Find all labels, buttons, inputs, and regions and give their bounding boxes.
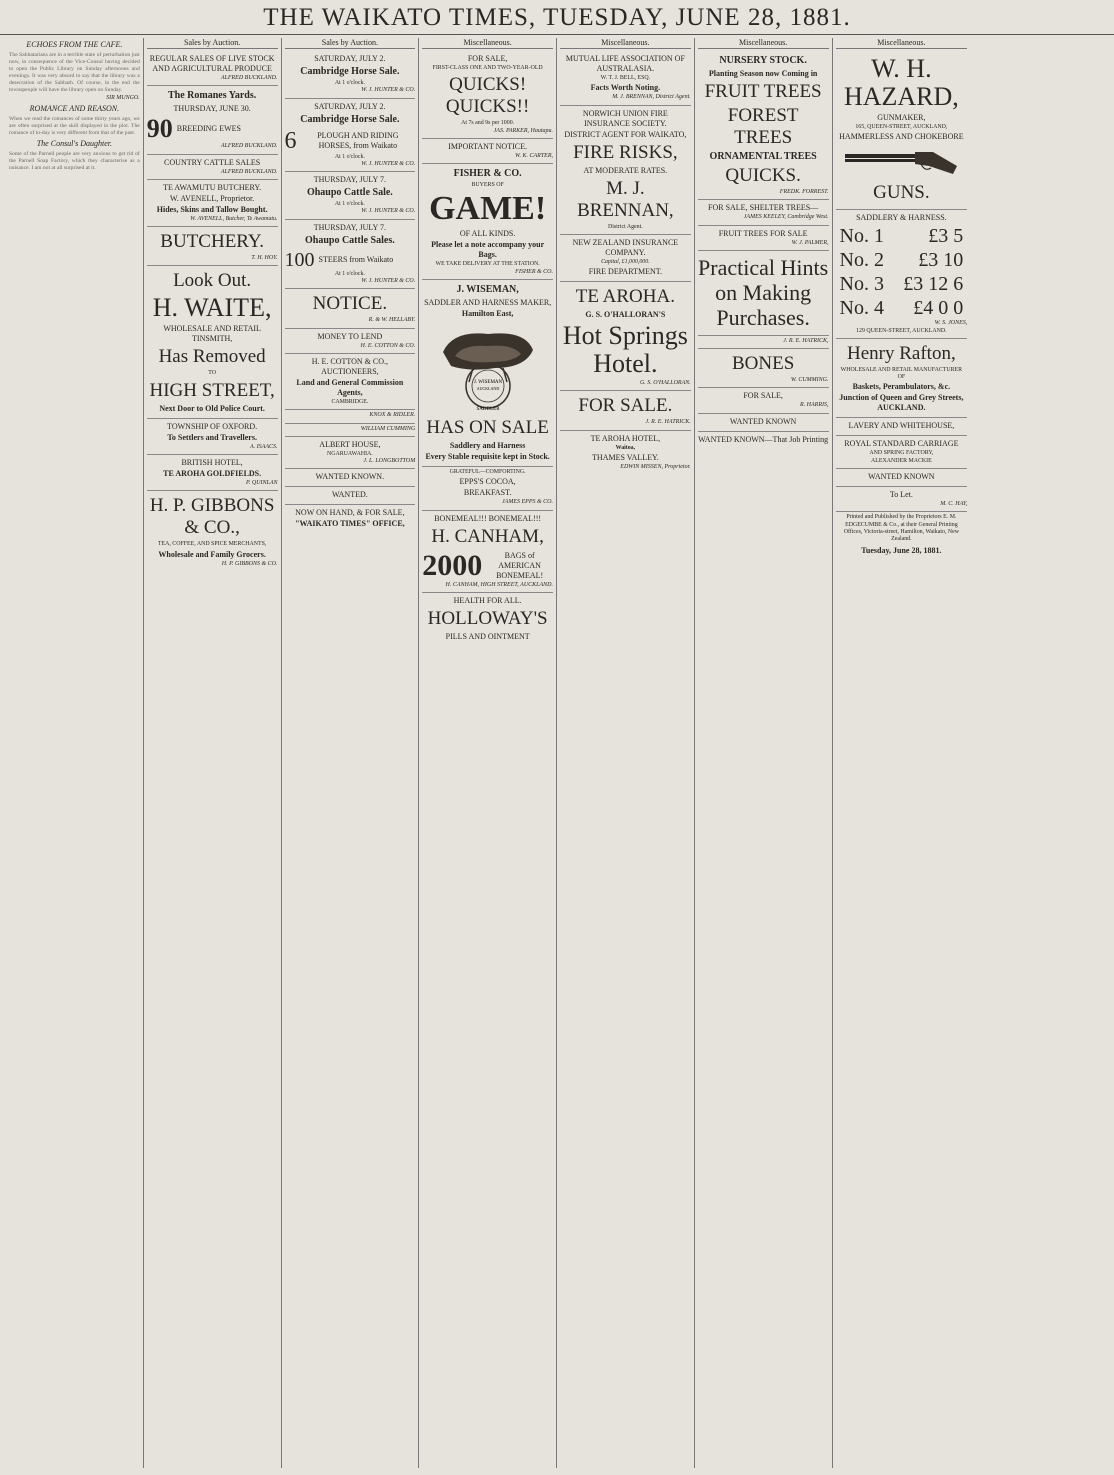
ad-title: The Romanes Yards. (168, 90, 257, 102)
ad-place: Hamilton East, (461, 309, 514, 319)
ad-title: Cambridge Horse Sale. (300, 66, 400, 77)
ad-agent: W. T. J. BELL, ESQ. (600, 75, 651, 81)
ad-signature: W. CUMMING. (790, 377, 829, 384)
ad-items: Baskets, Perambulators, &c. (852, 382, 951, 392)
ad-title: Ohaupo Cattle Sales. (305, 234, 395, 246)
ad-subtitle: TE AROHA GOLDFIELDS. (163, 469, 262, 479)
ad-signature: JAMES EPPS & CO. (502, 499, 553, 506)
ad-of: OF (897, 374, 906, 381)
ad-title: WANTED KNOWN. (315, 472, 385, 482)
ad-saddlery-harness (836, 210, 968, 339)
ad-signature: R. & W. HELLABY. (368, 317, 416, 324)
ad-shelter-trees (698, 200, 829, 225)
column-3 (282, 38, 420, 1468)
ad-street: HIGH STREET, (149, 379, 275, 401)
ad-cumming (285, 424, 416, 437)
ad-signature: A. ISAACS. (250, 443, 278, 450)
ad-subtitle-2: Wholesale and Family Grocers. (158, 549, 266, 559)
ad-title: MONEY TO LEND (317, 331, 383, 341)
saddle-text-trade: SADDLER (476, 407, 500, 413)
price-row (836, 296, 968, 320)
price-row (836, 224, 968, 248)
ad-note: Please let a note accompany your Bags. (431, 240, 545, 260)
ad-lookout: Look Out. (173, 270, 252, 292)
column-2-header: Sales by Auction. (147, 38, 278, 49)
ad-hotel: Hot Springs Hotel. (562, 321, 688, 379)
columns (6, 38, 1108, 1468)
ad-title: H. P. GIBBONS & CO., (149, 495, 275, 539)
ad-date: THURSDAY, JUNE 30. (173, 104, 251, 114)
ad-title: To Let. (889, 490, 913, 500)
ad-butchery (147, 227, 278, 266)
ad-subtitle-2: THAMES VALLEY. (592, 453, 659, 463)
ad-price: At 7s and 9s per 1000. (461, 120, 515, 127)
ad-signature: W. J. HUNTER & CO. (361, 87, 416, 94)
ad-subtitle: SADDLER AND HARNESS MAKER, (424, 298, 552, 308)
ad-signature: FREDK. FORREST. (779, 189, 829, 195)
saddle-text-name: J. WISEMAN (473, 380, 502, 386)
ad-signature: W. J. HUNTER & CO. (361, 160, 416, 167)
price-label: No. 4 (839, 297, 884, 320)
ad-quicks (422, 51, 553, 139)
ad-subtitle: FIRE DEPARTMENT. (588, 267, 663, 277)
ad-junction: Junction of Queen and Grey Streets, AUCKLAND. (839, 393, 964, 413)
ad-henry-rafton (836, 339, 968, 419)
column-1 (6, 38, 144, 1468)
ad-title: NORWICH UNION FIRE INSURANCE SOCIETY. (582, 108, 668, 128)
ad-kinds: OF ALL KINDS. (459, 229, 516, 239)
ad-title: NOTICE. (312, 293, 388, 315)
ad-headline: GAME! (429, 190, 547, 228)
ad-headline: QUICKS! QUICKS!! (445, 74, 530, 118)
ad-cotton-auctioneers (285, 354, 416, 410)
ad-headline: HOLLOWAY'S (427, 607, 548, 629)
column-5 (557, 38, 695, 1468)
ad-holloway (422, 593, 553, 646)
ad-number: 90 (146, 114, 173, 144)
column-6-header: Miscellaneous. (698, 38, 829, 49)
ad-cambridge-horse-sale-1 (285, 51, 416, 99)
price-value: £3 10 (918, 249, 964, 272)
ad-signature: W. J. PALMER, (791, 239, 829, 246)
story-text: Some of the Parnell people are very anxious to get rid of the Parnell Soap Factory, which they characterise as a nuisance. I am not at all surprised at it. (9, 151, 140, 172)
ad-text: BREEDING EWES (176, 124, 241, 134)
price-row (836, 272, 968, 296)
ad-text: BAGS of AMERICAN BONEMEAL! (496, 550, 544, 580)
ad-district: District Agent. (608, 223, 643, 230)
ad-knox-ridler (285, 410, 416, 423)
ad-delivery: WE TAKE DELIVERY AT THE STATION. (435, 261, 540, 268)
ad-te-awamutu-butchery (147, 180, 278, 227)
ad-signature: FISHER & CO. (515, 268, 553, 275)
ad-subtitle: TEA, COFFEE, AND SPICE MERCHANTS, (157, 541, 267, 548)
ad-signature: JAMES KEELEY, Cambridge West. (743, 214, 829, 221)
ad-lavery-whitehouse (836, 418, 968, 436)
ad-wanted-known-1 (698, 414, 829, 432)
ad-fruit-trees (698, 226, 829, 251)
ad-albert-house (285, 437, 416, 470)
column-6 (695, 38, 833, 1468)
ad-title: TOWNSHIP OF OXFORD. (167, 421, 258, 431)
ad-date: THURSDAY, JULY 7. (313, 175, 386, 185)
ad-signature: J. R. E. HATRICK, (783, 337, 829, 344)
ad-title: NEW ZEALAND INSURANCE COMPANY. (572, 237, 679, 257)
ad-nursery-stock (698, 51, 829, 200)
ad-subtitle: AND SPRING FACTORY, (869, 450, 934, 457)
ad-title: FISHER & CO. (453, 168, 522, 180)
ad-time: At 1 o'clock. (334, 153, 365, 160)
ad-title: COUNTRY CATTLE SALES (164, 157, 261, 167)
imprint (836, 512, 968, 556)
ad-now-on-hand (285, 505, 416, 533)
ad-signature: W. J. HUNTER & CO. (361, 278, 416, 285)
ad-name: G. S. O'HALLORAN'S (585, 310, 666, 320)
price-value: £3 5 (928, 225, 964, 248)
price-label: No. 1 (839, 225, 884, 248)
romance-heading: ROMANCE AND REASON. (29, 103, 120, 113)
masthead (0, 0, 1114, 35)
ad-date: SATURDAY, JULY 2. (314, 101, 386, 111)
ad-bones (698, 349, 829, 388)
ad-rates: AT MODERATE RATES. (583, 165, 668, 175)
ad-h-waite (147, 266, 278, 418)
ad-title: TE AWAMUTU BUTCHERY. (163, 182, 262, 192)
ad-signature: ALFRED BUCKLAND. (220, 75, 278, 81)
ad-practical-hints (698, 251, 829, 336)
ad-onsale: HAS ON SALE (426, 417, 549, 439)
ad-title: LAVERY AND WHITEHOUSE, (848, 421, 955, 431)
ad-subtitle: FIRST-CLASS ONE AND TWO-YEAR-OLD (432, 65, 543, 71)
ad-name: M. J. BRENNAN, (577, 177, 674, 221)
ad-agent: DISTRICT AGENT FOR WAIKATO, (564, 129, 687, 139)
ad-title: FOR SALE, (743, 391, 783, 401)
ad-signature: WILLIAM CUMMING (360, 425, 416, 432)
ad-signature: G. S. O'HALLORAN. (639, 380, 691, 387)
ad-title: TE AROHA. (575, 286, 675, 308)
ad-place: CAMBRIDGE. (331, 398, 369, 405)
ad-ohaupo-cattle-sales (285, 220, 416, 290)
echoes-text: The Sabbatarians are in a terrible state of perturbation just now, in consequence of the Vice-Consul having decided to open the Public Library on Sunday afternoons and evenings. It was very absurd to say that the library was a desecration of the Sabbath. Of course, in the end the townspeople will have the library open on Sunday. (9, 52, 140, 94)
price-row (836, 248, 968, 272)
price-label: No. 3 (839, 273, 884, 296)
ad-forest-trees: FOREST TREES (727, 105, 799, 148)
ad-te-aroha-hot-springs (560, 282, 691, 391)
ad-signature: W. S. JONES, (934, 320, 968, 327)
ad-subtitle: BUYERS OF (471, 182, 504, 189)
ad-nz-insurance (560, 235, 691, 282)
ad-wanted-known (285, 469, 416, 487)
ad-signature: M. J. BRENNAN, District Agent. (612, 94, 691, 101)
ad-location: Next Door to Old Police Court. (159, 403, 265, 413)
ad-title: BUTCHERY. (160, 231, 264, 253)
ad-date: SATURDAY, JULY 2. (314, 54, 386, 63)
ad-signature: ALEXANDER MACKIE (871, 457, 932, 464)
ad-subtitle: To Settlers and Travellers. (167, 432, 257, 442)
ad-number: 100 (284, 248, 315, 271)
ad-signature: M. C. HAY, (940, 501, 968, 508)
price-label: No. 2 (839, 249, 884, 272)
ad-name: W. AVENELL, Proprietor. (170, 193, 255, 203)
ad-name: H. CANHAM, (431, 525, 544, 547)
ad-for-sale-piano (698, 388, 829, 413)
ad-subtitle: Planting Season now Coming in (708, 69, 818, 78)
ad-risks: FIRE RISKS, (573, 141, 678, 163)
price-value: £3 12 6 (903, 273, 964, 296)
ad-title: Ohaupo Cattle Sale. (306, 187, 393, 199)
ad-subtitle: WHOLESALE AND RETAIL MANUFACTURER (840, 366, 963, 373)
ad-subtitle: PILLS AND OINTMENT (445, 631, 530, 641)
ad-facts: Facts Worth Noting. (590, 83, 661, 93)
ad-signature: H. E. COTTON & CO. (360, 342, 416, 349)
saddle-illustration (422, 322, 553, 414)
ad-hammerless: HAMMERLESS AND CHOKEBORE (839, 132, 964, 142)
ad-money-to-lend (285, 329, 416, 354)
ad-for-sale-sections (560, 391, 691, 430)
ad-wanted-known (836, 469, 968, 487)
ad-text: PLOUGH AND RIDING HORSES, from Waikato (317, 130, 399, 150)
ad-title: Henry Rafton, (847, 342, 956, 364)
ad-signature: ALFRED BUCKLAND. (220, 168, 278, 175)
ad-signature: H. P. GIBBONS & CO. (221, 560, 278, 567)
ad-subtitle: Hides, Skins and Tallow Bought. (156, 204, 268, 214)
ad-signature: H. CANHAM, HIGH STREET, AUCKLAND. (445, 581, 553, 588)
ad-ornamental-trees: ORNAMENTAL TREES (709, 151, 817, 162)
ad-title: REGULAR SALES OF LIVE STOCK AND AGRICULTURAL PRODUCE (149, 54, 275, 73)
ad-title: Cambridge Horse Sale. (300, 113, 400, 125)
ad-signature: J. L. LONGBOTTOM (363, 458, 416, 465)
ad-title: TE AROHA HOTEL, (590, 433, 661, 443)
ad-title: J. WISEMAN, (456, 284, 519, 296)
ad-te-aroha-hotel (560, 431, 691, 475)
ad-signature: T. H. HOY. (251, 255, 278, 262)
ad-to-let (836, 487, 968, 512)
ad-title: FOR SALE, SHELTER TREES— (708, 203, 819, 213)
imprint-date: Tuesday, June 28, 1881. (861, 545, 942, 555)
column-3-header: Sales by Auction. (285, 38, 416, 49)
ad-to: TO (208, 370, 216, 377)
ad-title: Practical Hints on Making Purchases. (698, 254, 829, 330)
column-2 (144, 38, 282, 1468)
ad-hazard-gunmaker (836, 51, 968, 210)
ad-title: BONEMEAL!!! BONEMEAL!!! (434, 513, 542, 523)
ad-subtitle: "WAIKATO TIMES" OFFICE, (295, 519, 405, 529)
column-7-header: Miscellaneous. (836, 38, 968, 49)
ad-important-notice (422, 139, 553, 164)
ad-country-cattle (147, 155, 278, 180)
ad-signature: ALFRED BUCKLAND. (220, 143, 278, 150)
ad-title: W. H. HAZARD, (843, 54, 959, 111)
ad-address: 129 QUEEN-STREET, AUCKLAND. (856, 327, 947, 334)
ad-epps-cocoa (422, 467, 553, 511)
price-list (836, 224, 968, 320)
ad-township-oxford (147, 419, 278, 455)
ad-title: ALBERT HOUSE, (319, 439, 381, 449)
ad-fruit-trees: FRUIT TREES (704, 81, 822, 102)
ad-gibbons (147, 491, 278, 571)
ad-norwich-union (560, 106, 691, 235)
ad-title: WANTED. (331, 490, 368, 500)
ad-wanted-known-2 (698, 432, 829, 449)
echoes-heading: ECHOES FROM THE CAFE. (26, 40, 123, 49)
masthead-title: THE WAIKATO TIMES, TUESDAY, JUNE 28, 1881. (263, 4, 851, 31)
ad-title: ROYAL STANDARD CARRIAGE (844, 439, 959, 449)
ad-harness: Saddlery and Harness (449, 441, 526, 451)
column-7 (833, 38, 971, 1468)
ad-title: WANTED KNOWN—That Job Printing (698, 434, 829, 444)
ad-removed: Has Removed (158, 346, 266, 368)
ad-wiseman (422, 280, 553, 467)
ad-title: NOW ON HAND, & FOR SALE, (295, 508, 405, 518)
ad-cambridge-horse-sale-2 (285, 99, 416, 173)
ad-signature: W. J. HUNTER & CO. (361, 208, 416, 215)
ad-quicks: QUICKS. (725, 165, 801, 186)
ad-regular-sales (147, 51, 278, 86)
ad-trade: WHOLESALE AND RETAIL TINSMITH, (163, 324, 261, 344)
ad-title: BONES (731, 353, 795, 375)
ad-title: GRATEFUL—COMFORTING. (449, 469, 526, 476)
ad-time: At 1 o'clock. (334, 270, 365, 277)
saddle-text-place: AUCKLAND (476, 386, 499, 392)
column-4 (419, 38, 557, 1468)
ad-title: WANTED KNOWN (729, 416, 797, 426)
column-5-header: Miscellaneous. (560, 38, 691, 49)
ad-signature: JAS. PARKER, Hautapu. (493, 127, 553, 134)
shotgun-icon (841, 144, 961, 180)
ad-ohaupo-cattle-sale (285, 172, 416, 220)
ad-signature: J. R. E. HATRICK. (645, 419, 691, 426)
ad-breakfast: BREAKFAST. (463, 488, 512, 498)
ad-title: FOR SALE, (467, 54, 508, 63)
ad-title: FOR SALE. (578, 395, 673, 417)
ad-signature: W. AVENELL, Butcher, Te Awamutu. (190, 215, 278, 222)
ad-subtitle: NGARUAWAHIA. (326, 450, 373, 457)
ad-subtitle: Land and General Commission Agents, (296, 377, 404, 397)
ad-bonemeal (422, 511, 553, 593)
ad-signature: R. HARRIS, (800, 402, 829, 409)
story-heading: The Consul's Daughter. (36, 139, 113, 149)
ad-british-hotel (147, 455, 278, 491)
ad-subtitle: Waitoa, (615, 444, 636, 451)
gun-illustration (836, 144, 968, 180)
ad-address: 165, QUEEN-STREET, AUCKLAND, (855, 124, 948, 130)
ad-name: H. WAITE, (152, 293, 272, 323)
ad-fisher-game (422, 164, 553, 280)
ad-title: BRITISH HOTEL, (181, 458, 243, 468)
ad-subtitle: EPPS'S COCOA, (459, 477, 516, 487)
ad-date: THURSDAY, JULY 7. (313, 222, 386, 232)
ad-time: At 1 o'clock. (334, 201, 365, 208)
saddle-icon (433, 322, 543, 414)
ad-signature: P. QUINLAN (245, 480, 278, 487)
ad-every: Every Stable requisite kept in Stock. (425, 452, 550, 462)
ad-hellaby-notice (285, 289, 416, 328)
ad-signature: W. K. CARTER, (515, 152, 553, 159)
ad-title: FRUIT TREES FOR SALE (718, 228, 808, 238)
ad-signature: EDWIN MISSEN, Proprietor. (620, 464, 691, 471)
ad-name: H. E. COTTON & CO., AUCTIONEERS, (311, 356, 389, 376)
ad-title: MUTUAL LIFE ASSOCIATION OF AUSTRALASIA. (565, 54, 685, 73)
ad-title: IMPORTANT NOTICE. (448, 141, 527, 151)
price-value: £4 0 0 (913, 297, 964, 320)
ad-hatrick (698, 336, 829, 349)
ad-number: 6 (284, 127, 297, 154)
ad-time: At 1 o'clock. (334, 80, 365, 86)
ad-title: HEALTH FOR ALL. (453, 595, 522, 605)
echoes-signature: SIR MUNGO. (106, 94, 140, 101)
ad-title: SADDLERY & HARNESS. (856, 213, 947, 223)
ad-guns: GUNS. (873, 182, 930, 204)
ad-capital: Capital, £1,000,000. (601, 258, 650, 265)
ad-title: NURSERY STOCK. (719, 55, 807, 66)
ad-text: STEERS from Waikato (318, 254, 394, 264)
column-4-header: Miscellaneous. (422, 38, 553, 49)
ad-mutual-life (560, 51, 691, 106)
ad-number: 2000 (422, 548, 483, 582)
ad-royal-standard (836, 436, 968, 469)
ad-subtitle: GUNMAKER, (877, 113, 926, 122)
ad-wanted (285, 487, 416, 505)
imprint-text: Printed and Published by the Proprietors E. M. EDGECUMBE & Co., at their General Printing Offices, Victoria-street, Hamilton, Waikato, New Zealand. (843, 514, 960, 543)
ad-romanes-yards (147, 86, 278, 154)
ad-title: WANTED KNOWN (868, 472, 935, 482)
romance-text: When we read the romances of some thirty years ago, we are often surprised at the skill displayed in the plot. The romance of to-day is very different from that of the past. (9, 115, 140, 137)
ad-signature: KNOX & RIDLER. (369, 412, 416, 419)
